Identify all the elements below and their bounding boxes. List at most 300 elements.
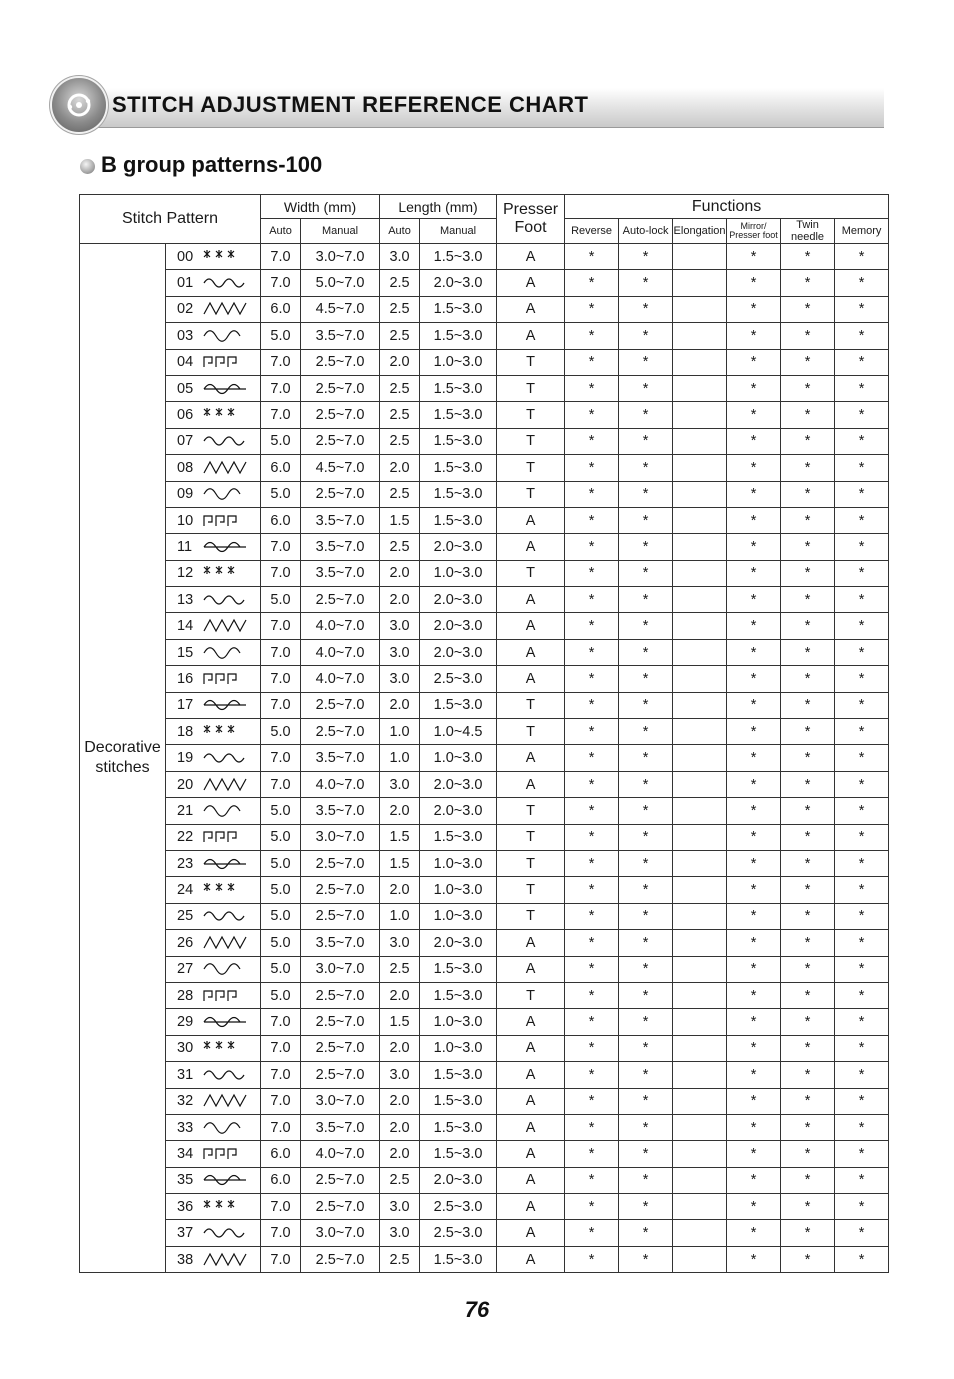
length-manual: 1.5~3.0 — [420, 455, 497, 481]
group-label — [80, 244, 166, 1273]
elongation-empty — [673, 587, 727, 613]
elongation-empty — [673, 982, 727, 1008]
auto-lock-star: * — [619, 850, 673, 876]
stitch-pattern-icon — [199, 1224, 251, 1242]
sewing-spool-icon — [52, 78, 106, 132]
presser-foot: A — [497, 1062, 565, 1088]
width-manual: 2.5~7.0 — [301, 877, 380, 903]
pattern-cell — [166, 903, 261, 929]
twin-needle-star: * — [781, 1194, 835, 1220]
memory-star: * — [835, 930, 889, 956]
length-auto: 1.0 — [380, 745, 420, 771]
width-manual: 2.5~7.0 — [301, 1246, 380, 1272]
width-auto: 6.0 — [261, 507, 301, 533]
twin-needle-star: * — [781, 1009, 835, 1035]
table-row — [80, 587, 889, 613]
pattern-cell — [166, 270, 261, 296]
twin-needle-star: * — [781, 270, 835, 296]
mirror-star: * — [727, 507, 781, 533]
table-row — [80, 1088, 889, 1114]
twin-needle-star: * — [781, 745, 835, 771]
mirror-star: * — [727, 375, 781, 401]
width-auto: 5.0 — [261, 930, 301, 956]
memory-star: * — [835, 481, 889, 507]
twin-needle-star: * — [781, 850, 835, 876]
width-auto: 5.0 — [261, 798, 301, 824]
stitch-pattern-icon — [199, 1013, 251, 1031]
presser-foot: A — [497, 534, 565, 560]
reverse-star: * — [565, 1167, 619, 1193]
pattern-number: 14 — [177, 618, 194, 635]
table-row — [80, 639, 889, 665]
width-manual: 2.5~7.0 — [301, 1194, 380, 1220]
stitch-pattern-icon — [199, 327, 251, 345]
pattern-cell — [166, 1009, 261, 1035]
width-manual: 2.5~7.0 — [301, 1167, 380, 1193]
reverse-star: * — [565, 1035, 619, 1061]
length-manual: 1.5~3.0 — [420, 1088, 497, 1114]
header-mirror — [727, 219, 781, 244]
stitch-pattern-icon — [199, 248, 251, 266]
mirror-star: * — [727, 666, 781, 692]
length-auto: 3.0 — [380, 1194, 420, 1220]
auto-lock-star: * — [619, 244, 673, 270]
width-manual: 2.5~7.0 — [301, 903, 380, 929]
pattern-cell — [166, 507, 261, 533]
length-auto: 2.5 — [380, 402, 420, 428]
length-auto: 2.0 — [380, 587, 420, 613]
mirror-star: * — [727, 455, 781, 481]
twin-needle-star: * — [781, 455, 835, 481]
auto-lock-star: * — [619, 1167, 673, 1193]
stitch-pattern-icon — [199, 485, 251, 503]
auto-lock-star: * — [619, 323, 673, 349]
table-row — [80, 244, 889, 270]
length-auto: 1.5 — [380, 824, 420, 850]
memory-star: * — [835, 507, 889, 533]
header-width-auto: Auto — [261, 219, 301, 244]
width-manual: 4.0~7.0 — [301, 1141, 380, 1167]
width-auto: 7.0 — [261, 560, 301, 586]
twin-needle-star: * — [781, 903, 835, 929]
pattern-cell — [166, 956, 261, 982]
auto-lock-star: * — [619, 798, 673, 824]
stitch-pattern-icon — [199, 934, 251, 952]
pattern-number: 35 — [177, 1172, 194, 1189]
pattern-cell — [166, 1088, 261, 1114]
table-row — [80, 1220, 889, 1246]
auto-lock-star: * — [619, 613, 673, 639]
width-manual: 3.5~7.0 — [301, 507, 380, 533]
pattern-number: 16 — [177, 670, 194, 687]
table-row — [80, 1035, 889, 1061]
mirror-star: * — [727, 270, 781, 296]
elongation-empty — [673, 1062, 727, 1088]
stitch-pattern-icon — [199, 617, 251, 635]
length-auto: 2.0 — [380, 877, 420, 903]
twin-needle-star: * — [781, 692, 835, 718]
reverse-star: * — [565, 745, 619, 771]
length-auto: 2.5 — [380, 956, 420, 982]
table-row — [80, 1062, 889, 1088]
memory-star: * — [835, 587, 889, 613]
length-auto: 2.5 — [380, 296, 420, 322]
length-manual: 1.0~3.0 — [420, 1009, 497, 1035]
mirror-star: * — [727, 428, 781, 454]
length-manual: 1.0~3.0 — [420, 903, 497, 929]
stitch-pattern-icon — [199, 828, 251, 846]
table-row — [80, 719, 889, 745]
stitch-pattern-icon — [199, 432, 251, 450]
table-row — [80, 798, 889, 824]
pattern-cell — [166, 349, 261, 375]
mirror-star: * — [727, 1220, 781, 1246]
mirror-star: * — [727, 1062, 781, 1088]
length-manual: 1.5~3.0 — [420, 1062, 497, 1088]
width-manual: 3.0~7.0 — [301, 244, 380, 270]
length-auto: 2.5 — [380, 534, 420, 560]
twin-needle-star: * — [781, 587, 835, 613]
mirror-star: * — [727, 719, 781, 745]
presser-foot: A — [497, 930, 565, 956]
elongation-empty — [673, 824, 727, 850]
auto-lock-star: * — [619, 982, 673, 1008]
width-auto: 5.0 — [261, 877, 301, 903]
mirror-star: * — [727, 1009, 781, 1035]
twin-needle-star: * — [781, 560, 835, 586]
pattern-number: 24 — [177, 882, 194, 899]
presser-foot: T — [497, 798, 565, 824]
memory-star: * — [835, 982, 889, 1008]
stitch-pattern-icon — [199, 1198, 251, 1216]
length-auto: 3.0 — [380, 1220, 420, 1246]
memory-star: * — [835, 1114, 889, 1140]
reverse-star: * — [565, 587, 619, 613]
twin-needle-star: * — [781, 1246, 835, 1272]
auto-lock-star: * — [619, 560, 673, 586]
stitch-pattern-icon — [199, 644, 251, 662]
width-auto: 5.0 — [261, 719, 301, 745]
elongation-empty — [673, 719, 727, 745]
table-row — [80, 296, 889, 322]
length-manual: 1.5~3.0 — [420, 244, 497, 270]
auto-lock-star: * — [619, 428, 673, 454]
presser-foot: T — [497, 824, 565, 850]
pattern-cell — [166, 850, 261, 876]
length-manual: 1.0~3.0 — [420, 877, 497, 903]
memory-star: * — [835, 270, 889, 296]
pattern-number: 18 — [177, 723, 194, 740]
stitch-pattern-icon — [199, 591, 251, 609]
elongation-empty — [673, 296, 727, 322]
reverse-star: * — [565, 613, 619, 639]
presser-foot: A — [497, 1167, 565, 1193]
length-manual: 2.0~3.0 — [420, 270, 497, 296]
elongation-empty — [673, 1088, 727, 1114]
presser-foot: T — [497, 560, 565, 586]
pattern-cell — [166, 745, 261, 771]
header-width: Width (mm) — [261, 195, 380, 219]
mirror-star: * — [727, 323, 781, 349]
auto-lock-star: * — [619, 481, 673, 507]
memory-star: * — [835, 296, 889, 322]
header-length-manual: Manual — [420, 219, 497, 244]
pattern-cell — [166, 771, 261, 797]
length-manual: 1.5~3.0 — [420, 428, 497, 454]
header-memory: Memory — [835, 219, 889, 244]
pattern-cell — [166, 982, 261, 1008]
reverse-star: * — [565, 507, 619, 533]
width-auto: 6.0 — [261, 455, 301, 481]
reverse-star: * — [565, 692, 619, 718]
elongation-empty — [673, 455, 727, 481]
elongation-empty — [673, 402, 727, 428]
presser-foot: T — [497, 481, 565, 507]
memory-star: * — [835, 745, 889, 771]
length-auto: 1.5 — [380, 507, 420, 533]
memory-star: * — [835, 402, 889, 428]
width-manual: 4.5~7.0 — [301, 455, 380, 481]
length-manual: 2.5~3.0 — [420, 1194, 497, 1220]
table-row — [80, 982, 889, 1008]
reverse-star: * — [565, 1141, 619, 1167]
width-manual: 2.5~7.0 — [301, 1009, 380, 1035]
presser-foot: A — [497, 270, 565, 296]
pattern-cell — [166, 1194, 261, 1220]
length-manual: 1.5~3.0 — [420, 1141, 497, 1167]
twin-needle-star: * — [781, 719, 835, 745]
table-row — [80, 270, 889, 296]
mirror-star: * — [727, 1246, 781, 1272]
presser-foot: A — [497, 507, 565, 533]
table-row — [80, 481, 889, 507]
width-auto: 6.0 — [261, 296, 301, 322]
pattern-cell — [166, 877, 261, 903]
memory-star: * — [835, 719, 889, 745]
pattern-cell — [166, 244, 261, 270]
pattern-number: 25 — [177, 908, 194, 925]
width-manual: 3.0~7.0 — [301, 1088, 380, 1114]
table-row — [80, 824, 889, 850]
pattern-number: 26 — [177, 934, 194, 951]
pattern-cell — [166, 639, 261, 665]
reverse-star: * — [565, 719, 619, 745]
memory-star: * — [835, 455, 889, 481]
twin-needle-star: * — [781, 1035, 835, 1061]
header-mirror-line1: Mirror/ — [740, 221, 767, 231]
pattern-number: 12 — [177, 565, 194, 582]
length-manual: 2.5~3.0 — [420, 1220, 497, 1246]
length-auto: 3.0 — [380, 930, 420, 956]
table-row — [80, 1194, 889, 1220]
width-auto: 7.0 — [261, 534, 301, 560]
mirror-star: * — [727, 771, 781, 797]
length-manual: 2.0~3.0 — [420, 771, 497, 797]
elongation-empty — [673, 270, 727, 296]
stitch-pattern-icon — [199, 987, 251, 1005]
length-auto: 3.0 — [380, 639, 420, 665]
table-row — [80, 1141, 889, 1167]
width-auto: 7.0 — [261, 613, 301, 639]
width-manual: 2.5~7.0 — [301, 719, 380, 745]
reverse-star: * — [565, 428, 619, 454]
mirror-star: * — [727, 613, 781, 639]
length-auto: 2.0 — [380, 1035, 420, 1061]
auto-lock-star: * — [619, 719, 673, 745]
presser-foot: A — [497, 1114, 565, 1140]
width-manual: 2.5~7.0 — [301, 481, 380, 507]
width-auto: 5.0 — [261, 428, 301, 454]
stitch-pattern-icon — [199, 300, 251, 318]
mirror-star: * — [727, 402, 781, 428]
width-manual: 3.5~7.0 — [301, 560, 380, 586]
stitch-pattern-icon — [199, 1119, 251, 1137]
mirror-star: * — [727, 956, 781, 982]
elongation-empty — [673, 1141, 727, 1167]
table-row — [80, 1167, 889, 1193]
presser-foot: A — [497, 296, 565, 322]
length-auto: 2.5 — [380, 428, 420, 454]
length-manual: 2.5~3.0 — [420, 666, 497, 692]
length-auto: 2.0 — [380, 455, 420, 481]
width-auto: 7.0 — [261, 375, 301, 401]
reverse-star: * — [565, 1194, 619, 1220]
pattern-number: 13 — [177, 591, 194, 608]
stitch-pattern-icon — [199, 564, 251, 582]
twin-needle-star: * — [781, 639, 835, 665]
table-row — [80, 745, 889, 771]
pattern-cell — [166, 1246, 261, 1272]
pattern-cell — [166, 1114, 261, 1140]
stitch-pattern-icon — [199, 907, 251, 925]
twin-needle-star: * — [781, 930, 835, 956]
memory-star: * — [835, 1246, 889, 1272]
width-manual: 2.5~7.0 — [301, 1035, 380, 1061]
twin-needle-star: * — [781, 956, 835, 982]
mirror-star: * — [727, 534, 781, 560]
width-auto: 5.0 — [261, 323, 301, 349]
pattern-number: 31 — [177, 1066, 194, 1083]
pattern-number: 21 — [177, 802, 194, 819]
table-row — [80, 1114, 889, 1140]
stitch-pattern-icon — [199, 1251, 251, 1269]
table-row — [80, 349, 889, 375]
reverse-star: * — [565, 270, 619, 296]
elongation-empty — [673, 666, 727, 692]
memory-star: * — [835, 771, 889, 797]
auto-lock-star: * — [619, 692, 673, 718]
pattern-number: 34 — [177, 1145, 194, 1162]
group-label-line1: Decorative — [84, 739, 161, 757]
mirror-star: * — [727, 745, 781, 771]
table-row — [80, 323, 889, 349]
table-row — [80, 455, 889, 481]
width-manual: 2.5~7.0 — [301, 587, 380, 613]
pattern-cell — [166, 666, 261, 692]
length-manual: 1.5~3.0 — [420, 1114, 497, 1140]
width-auto: 7.0 — [261, 692, 301, 718]
presser-foot: A — [497, 244, 565, 270]
auto-lock-star: * — [619, 824, 673, 850]
presser-foot: A — [497, 1035, 565, 1061]
page-title: STITCH ADJUSTMENT REFERENCE CHART — [112, 92, 589, 117]
width-auto: 5.0 — [261, 481, 301, 507]
stitch-pattern-icon — [199, 538, 251, 556]
elongation-empty — [673, 745, 727, 771]
twin-needle-star: * — [781, 771, 835, 797]
length-manual: 1.5~3.0 — [420, 402, 497, 428]
memory-star: * — [835, 534, 889, 560]
twin-needle-star: * — [781, 1088, 835, 1114]
twin-needle-star: * — [781, 296, 835, 322]
pattern-number: 30 — [177, 1040, 194, 1057]
elongation-empty — [673, 1009, 727, 1035]
pattern-number: 22 — [177, 829, 194, 846]
presser-foot: T — [497, 719, 565, 745]
reverse-star: * — [565, 349, 619, 375]
pattern-number: 37 — [177, 1225, 194, 1242]
presser-foot: T — [497, 982, 565, 1008]
table-row — [80, 666, 889, 692]
length-manual: 1.0~3.0 — [420, 560, 497, 586]
reverse-star: * — [565, 877, 619, 903]
memory-star: * — [835, 1009, 889, 1035]
mirror-star: * — [727, 1141, 781, 1167]
header-presser-line2: Foot — [514, 219, 547, 236]
table-row — [80, 1009, 889, 1035]
reverse-star: * — [565, 956, 619, 982]
reverse-star: * — [565, 850, 619, 876]
mirror-star: * — [727, 481, 781, 507]
presser-foot: T — [497, 692, 565, 718]
pattern-cell — [166, 798, 261, 824]
width-auto: 5.0 — [261, 587, 301, 613]
twin-needle-star: * — [781, 507, 835, 533]
width-auto: 7.0 — [261, 1246, 301, 1272]
twin-needle-star: * — [781, 534, 835, 560]
twin-needle-star: * — [781, 982, 835, 1008]
memory-star: * — [835, 798, 889, 824]
length-manual: 1.0~3.0 — [420, 349, 497, 375]
presser-foot: A — [497, 1141, 565, 1167]
width-auto: 7.0 — [261, 1009, 301, 1035]
width-manual: 3.0~7.0 — [301, 1220, 380, 1246]
presser-foot: T — [497, 850, 565, 876]
elongation-empty — [673, 850, 727, 876]
length-manual: 1.0~3.0 — [420, 1035, 497, 1061]
elongation-empty — [673, 1167, 727, 1193]
auto-lock-star: * — [619, 375, 673, 401]
stitch-pattern-icon — [199, 960, 251, 978]
pattern-number: 00 — [177, 248, 194, 265]
length-auto: 2.0 — [380, 692, 420, 718]
length-manual: 1.0~3.0 — [420, 745, 497, 771]
elongation-empty — [673, 1220, 727, 1246]
elongation-empty — [673, 692, 727, 718]
twin-needle-star: * — [781, 1167, 835, 1193]
length-auto: 3.0 — [380, 613, 420, 639]
length-auto: 2.0 — [380, 1141, 420, 1167]
width-auto: 7.0 — [261, 402, 301, 428]
reverse-star: * — [565, 1220, 619, 1246]
reverse-star: * — [565, 481, 619, 507]
length-manual: 2.0~3.0 — [420, 1167, 497, 1193]
auto-lock-star: * — [619, 402, 673, 428]
header-stitch-pattern: Stitch Pattern — [80, 195, 261, 244]
reverse-star: * — [565, 982, 619, 1008]
elongation-empty — [673, 481, 727, 507]
stitch-pattern-icon — [199, 670, 251, 688]
